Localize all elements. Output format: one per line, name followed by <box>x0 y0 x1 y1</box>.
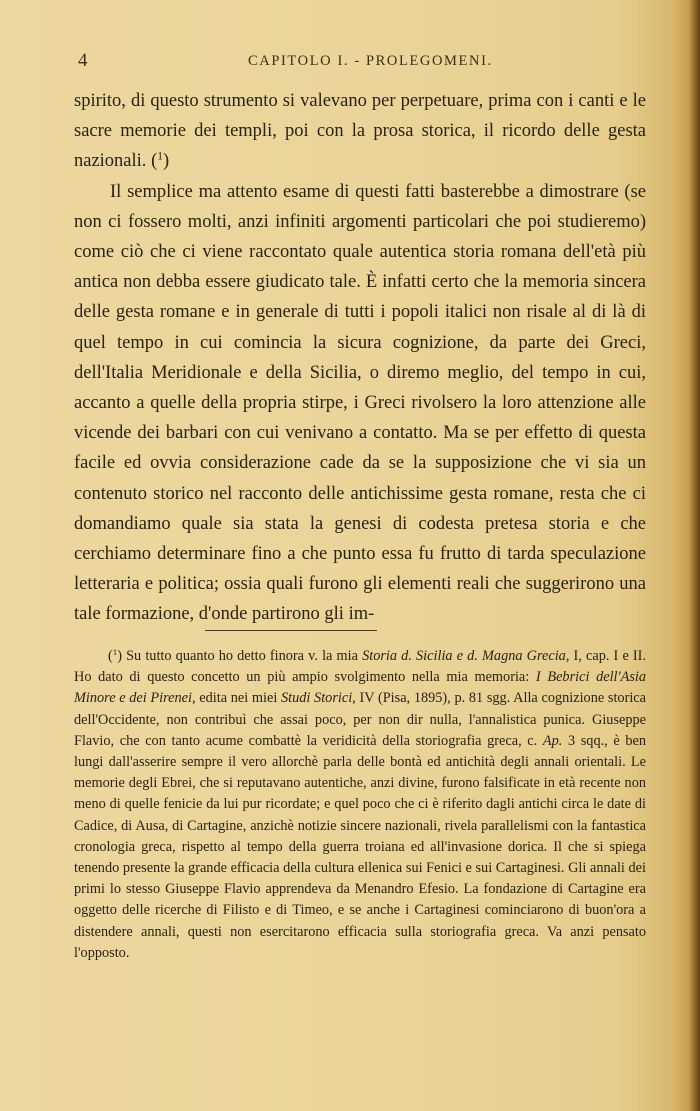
footnote-abbrev-ap: Ap. <box>542 732 563 749</box>
footnote <box>74 646 646 964</box>
footnote-separator <box>205 630 377 631</box>
main-text <box>74 86 646 630</box>
paragraph-2: Il semplice ma attento esame di questi fatti basterebbe a dimostrare (se non ci fossero molti, anzi infiniti argomenti particolari che poi studieremo) come ciò che ci viene raccontato quale autentica storia romana dell'età più antica non debba essere giudicato tale. È infatti certo che la memoria sincera delle gesta romane e in generale di tutti i popoli italici non risale al di là di quel tempo in cui comincia la sicura cognizione, da parte dei Greci, dell'Italia Meridionale e della Sicilia, o diremo meglio, del tempo in cui, accanto a quelle della propria stirpe, i Greci rivolsero la loro attenzione alle vicende dei barbari con cui venivano a contatto. Ma se per effetto di questa facile ed ovvia considerazione cade da se la supposizione che vi sia un contenuto storico nel racconto delle antichissime gesta romane, resta che ci domandiamo quale sia stata la genesi di codesta pretesa storia e che cerchiamo determinare fino a che punto essa fu frutto di tarda speculazione letteraria e politica; ossia quali furono gli elementi reali che suggerirono una tale formazione, d'onde partirono gli im- <box>74 181 646 625</box>
page-number: 4 <box>78 50 88 71</box>
footnote-text-3: edita nei miei <box>199 690 278 707</box>
footnote-title-studi-storici: Studi Storici, <box>280 690 356 707</box>
footnote-title-bebrici: I Bebrici dell'Asia Minore e dei Pirenei, <box>74 669 647 707</box>
running-head: CAPITOLO I. - PROLEGOMENI. <box>248 53 493 69</box>
footnote-text-4: IV (Pisa, 1895), p. 81 sgg. Alla cognizione storica dell'Occidente, non contribuì che assai poco, per non dir nulla, l'annalistica punica. Giuseppe Flavio, che con tanto acume combattè la veridicità della storiografia greca, c. <box>74 690 646 749</box>
footnote-text-5: 3 sqq., è ben lungi dall'asserire sempre il vero allorchè parla delle bontà ed antichità degli annali orientali. Le memorie degli Ebrei, che si reputavano autentiche, anzi divine, furono falsificate in età recente non meno di quelle fenicie da lui pur ricordate; e quel poco che ci è riferito dagli antichi circa le date di Cadice, di Ausa, di Cartagine, anzichè notizie sincere nazionali, rivela parallelismi con la fantastica cronologia greca, rispetto al tempo della guerra troiana ed all'invasione dorica. Il che si spiega tenendo presente la grande efficacia della cultura ellenica sui Fenici e sui Cartaginesi. Gli annali dei primi lo stesso Giuseppe Flavio apprendeva da Menandro Efesio. La fondazione di Cartagine era oggetto delle ricerche di Filisto e di Timeo, e se anche i Cartaginesi cominciarono di buon'ora a distendere annali, questi non esercitarono efficacia sulla storiografia greca. Va anzi pensato l'opposto. <box>74 732 646 961</box>
paragraph-1-text: spirito, di questo strumento si valevano per perpetuare, prima con i canti e le sacre memorie dei templi, poi con la prosa storica, il ricordo delle gesta nazionali. <box>74 91 646 172</box>
footnote-paragraph <box>74 646 646 964</box>
footnote-reference: ($^1$) <box>151 151 170 172</box>
page-header <box>78 50 644 72</box>
book-spine-edge <box>688 0 700 1111</box>
paragraph-continued <box>74 86 646 177</box>
footnote-marker: ($^1$) <box>108 647 122 664</box>
footnote-text-1: Su tutto quanto ho detto finora v. la mia <box>126 648 358 664</box>
footnote-text-2: I, cap. I e II. Ho dato di questo concetto un più ampio svolgimento nella mia memoria: <box>74 648 647 686</box>
footnote-title-storia-sicilia: Storia d. Sicilia e d. Magna Grecia, <box>362 648 570 664</box>
